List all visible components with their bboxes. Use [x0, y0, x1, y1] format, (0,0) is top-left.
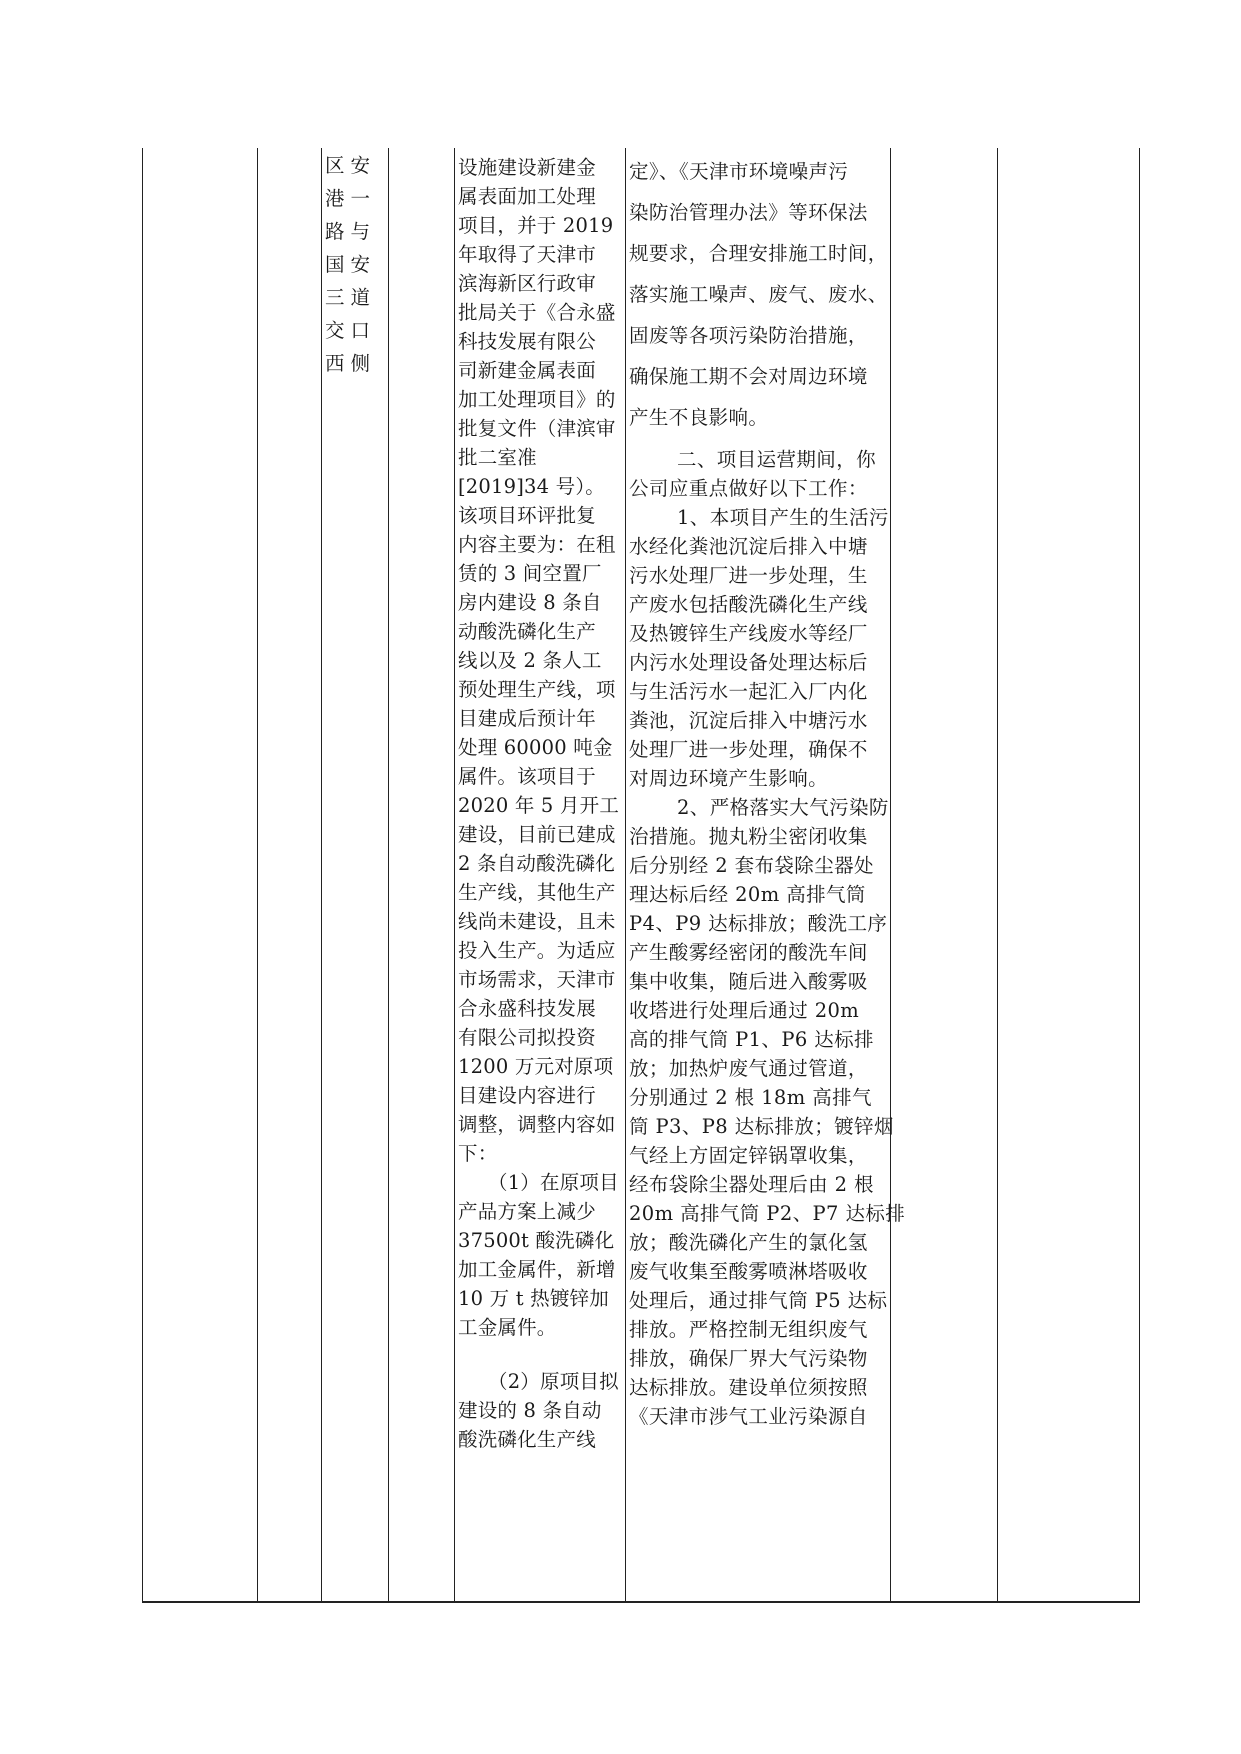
requirement-line: 污水处理厂进一步处理，生 [629, 564, 868, 587]
description-line: 2020 年 5 月开工 [458, 794, 620, 817]
table-divider-1 [257, 148, 258, 1603]
description-line: 动酸洗磷化生产 [458, 620, 596, 643]
description-line: 预处理生产线，项 [458, 678, 616, 701]
description-line: 调整，调整内容如 [458, 1113, 616, 1136]
description-line: 投入生产。为适应 [458, 939, 616, 962]
description-line: 合永盛科技发展 [458, 997, 596, 1020]
requirement-line: 1、本项目产生的生活污 [677, 506, 889, 529]
table-divider-6 [890, 148, 891, 1603]
description-line: 该项目环评批复 [458, 504, 596, 527]
description-line: 项目，并于 2019 [458, 214, 614, 237]
requirement-line: 集中收集，随后进入酸雾吸 [629, 970, 868, 993]
requirement-line: 放；加热炉废气通过管道， [629, 1057, 868, 1080]
description-line: 线以及 2 条人工 [458, 649, 602, 672]
location-line: 路与 [325, 220, 377, 243]
description-line: 批二室准 [458, 446, 537, 469]
description-line: 属表面加工处理 [458, 185, 596, 208]
table-divider-3 [388, 148, 389, 1603]
description-line: 加工金属件，新增 [458, 1258, 616, 1281]
location-line: 三道 [325, 286, 377, 309]
requirement-line: 确保施工期不会对周边环境 [629, 365, 868, 388]
description-line: 目建成后预计年 [458, 707, 596, 730]
description-line: 内容主要为：在租 [458, 533, 616, 556]
location-line: 西侧 [325, 352, 377, 375]
requirement-line: 水经化粪池沉淀后排入中塘 [629, 535, 868, 558]
requirement-line: 放；酸洗磷化产生的氯化氢 [629, 1231, 868, 1254]
requirement-line: 落实施工噪声、废气、废水、 [629, 283, 888, 306]
description-line: 滨海新区行政审 [458, 272, 596, 295]
table-border-right [1139, 148, 1140, 1603]
requirement-line: 粪池，沉淀后排入中塘污水 [629, 709, 868, 732]
location-line: 交口 [325, 319, 377, 342]
requirement-line: 处理后，通过排气筒 P5 达标 [629, 1289, 888, 1312]
description-line: [2019]34 号）。 [458, 475, 606, 498]
requirement-line: 处理厂进一步处理，确保不 [629, 738, 868, 761]
requirement-line: 治措施。抛丸粉尘密闭收集 [629, 825, 868, 848]
requirement-line: 固废等各项污染防治措施， [629, 324, 868, 347]
location-line: 港一 [325, 187, 377, 210]
requirement-line: 理达标后经 20m 高排气筒 [629, 883, 866, 906]
description-line: 目建设内容进行 [458, 1084, 596, 1107]
requirement-line: 《天津市涉气工业污染源自 [629, 1405, 868, 1428]
description-line: 下： [458, 1142, 498, 1165]
description-line: 赁的 3 间空置厂 [458, 562, 602, 585]
requirement-line: 达标排放。建设单位须按照 [629, 1376, 868, 1399]
requirement-line: 排放。严格控制无组织废气 [629, 1318, 868, 1341]
requirement-line: 定》、《天津市环境噪声污 [629, 160, 849, 183]
requirement-line: 废气收集至酸雾喷淋塔吸收 [629, 1260, 868, 1283]
requirement-line: 高的排气筒 P1、P6 达标排 [629, 1028, 874, 1051]
description-line: 属件。该项目于 [458, 765, 596, 788]
description-line: 建设的 8 条自动 [458, 1399, 602, 1422]
description-line: 批复文件（津滨审 [458, 417, 616, 440]
description-line: 房内建设 8 条自 [458, 591, 602, 614]
requirement-line: 对周边环境产生影响。 [629, 767, 829, 790]
location-line: 国安 [325, 253, 377, 276]
requirement-line: 20m 高排气筒 P2、P7 达标排 [629, 1202, 906, 1225]
requirement-line: 产生酸雾经密闭的酸洗车间 [629, 941, 868, 964]
requirement-line: 规要求，合理安排施工时间， [629, 242, 888, 265]
requirement-line: 及热镀锌生产线废水等经厂 [629, 622, 868, 645]
description-line: （2）原项目拟 [488, 1370, 619, 1393]
description-line: 37500t 酸洗磷化 [458, 1229, 615, 1252]
table-border-bottom [142, 1601, 1140, 1603]
requirement-line: 产废水包括酸洗磷化生产线 [629, 593, 868, 616]
description-line: 1200 万元对原项 [458, 1055, 614, 1078]
description-line: 加工处理项目》的 [458, 388, 616, 411]
description-line: 处理 60000 吨金 [458, 736, 613, 759]
description-line: 建设，目前已建成 [458, 823, 616, 846]
location-line: 区安 [325, 154, 377, 177]
description-line: 有限公司拟投资 [458, 1026, 596, 1049]
requirement-line: 二、项目运营期间，你 [677, 448, 877, 471]
requirement-line: 气经上方固定锌锅罩收集， [629, 1144, 868, 1167]
description-line: 科技发展有限公 [458, 330, 596, 353]
requirement-line: P4、P9 达标排放；酸洗工序 [629, 912, 888, 935]
description-line: 市场需求，天津市 [458, 968, 616, 991]
requirement-line: 内污水处理设备处理达标后 [629, 651, 868, 674]
description-line: 批局关于《合永盛 [458, 301, 616, 324]
requirement-line: 产生不良影响。 [629, 406, 769, 429]
description-line: 线尚未建设，且未 [458, 910, 616, 933]
requirement-line: 后分别经 2 套布袋除尘器处 [629, 854, 874, 877]
description-line: 10 万 t 热镀锌加 [458, 1287, 609, 1310]
requirement-line: 经布袋除尘器处理后由 2 根 [629, 1173, 874, 1196]
description-line: 司新建金属表面 [458, 359, 596, 382]
description-line: 2 条自动酸洗磷化 [458, 852, 615, 875]
requirement-line: 分别通过 2 根 18m 高排气 [629, 1086, 872, 1109]
table-border-left [142, 148, 143, 1603]
table-divider-2 [321, 148, 322, 1603]
description-line: 年取得了天津市 [458, 243, 596, 266]
description-line: 工金属件。 [458, 1316, 557, 1339]
requirement-line: 筒 P3、P8 达标排放；镀锌烟 [629, 1115, 894, 1138]
requirement-line: 收塔进行处理后通过 20m [629, 999, 860, 1022]
table-divider-7 [997, 148, 998, 1603]
table-divider-4 [454, 148, 455, 1603]
requirement-line: 染防治管理办法》等环保法 [629, 201, 868, 224]
requirement-line: 排放，确保厂界大气污染物 [629, 1347, 868, 1370]
description-line: 酸洗磷化生产线 [458, 1428, 596, 1451]
requirement-line: 与生活污水一起汇入厂内化 [629, 680, 868, 703]
requirement-line: 公司应重点做好以下工作： [629, 477, 868, 500]
description-line: 产品方案上减少 [458, 1200, 596, 1223]
description-line: 设施建设新建金 [458, 156, 596, 179]
description-line: 生产线，其他生产 [458, 881, 616, 904]
requirement-line: 2、严格落实大气污染防 [677, 796, 889, 819]
description-line: （1）在原项目 [488, 1171, 619, 1194]
table-divider-5 [625, 148, 626, 1603]
